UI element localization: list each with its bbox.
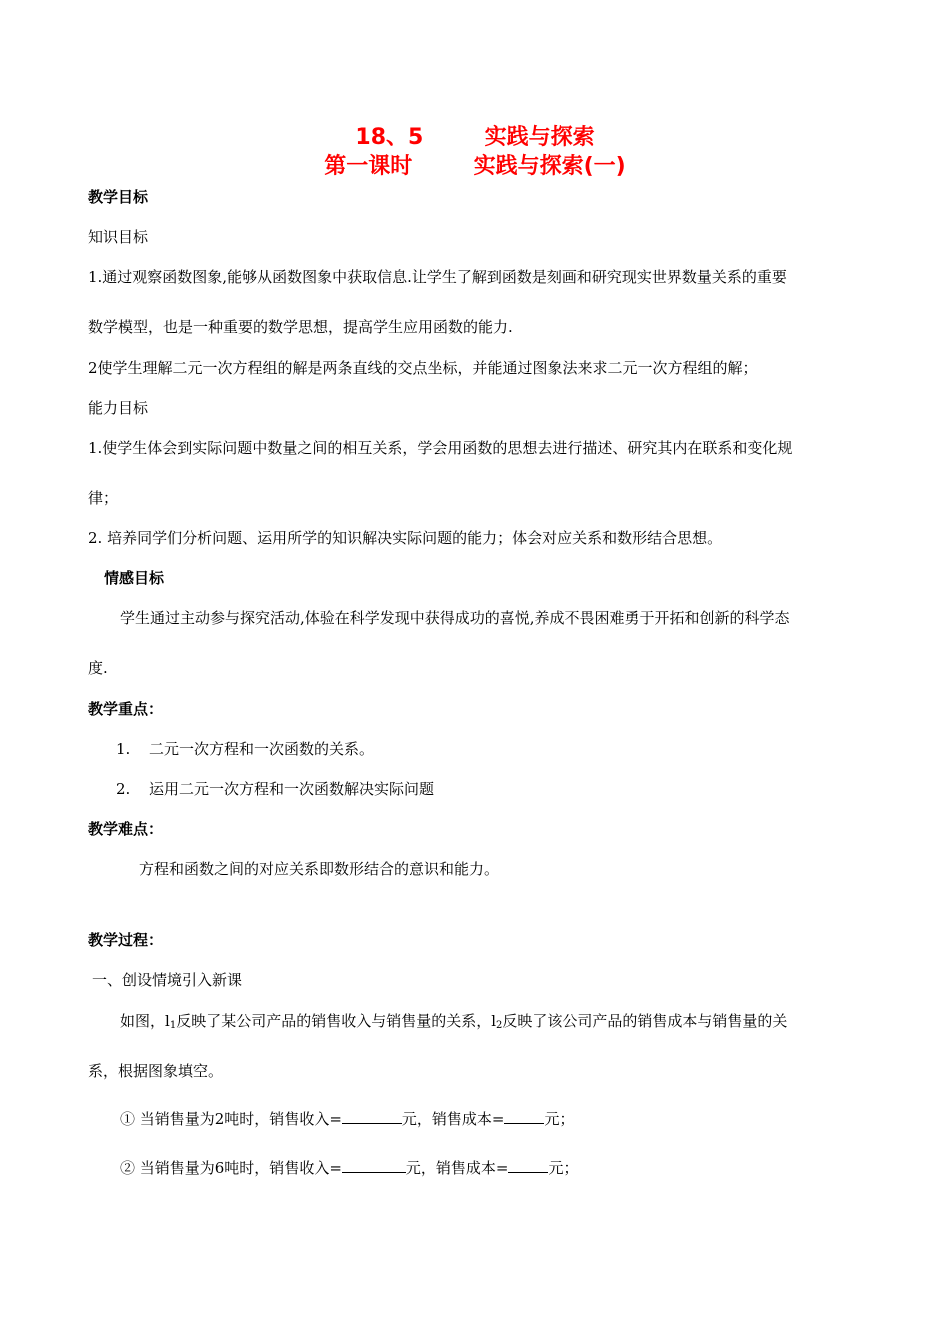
intro-text-a: 如图，l bbox=[120, 1012, 170, 1030]
process-section-1: 一、创设情境引入新课 bbox=[92, 971, 243, 989]
intro-text-c: 反映了该公司产品的销售成本与销售量的关 bbox=[502, 1012, 788, 1030]
question-1-text-a: ① 当销售量为2吨时，销售收入= bbox=[120, 1110, 342, 1128]
key-point-2-number: 2. bbox=[116, 780, 131, 798]
difficulty-heading: 教学难点： bbox=[88, 820, 164, 838]
ability-item-2: 2. 培养同学们分析问题、运用所学的知识解决实际问题的能力；体会对应关系和数形结合思想。 bbox=[88, 529, 723, 547]
knowledge-item-1-line-1: 1.通过观察函数图象,能够从函数图象中获取信息.让学生了解到函数是刻画和研究现实世界数量关系的重要 bbox=[88, 268, 787, 286]
ability-item-1-line-2: 律； bbox=[88, 489, 119, 507]
difficulty-text: 方程和函数之间的对应关系即数形结合的意识和能力。 bbox=[139, 860, 500, 878]
ability-objectives-heading: 能力目标 bbox=[88, 399, 149, 417]
emotion-objectives-heading: 情感目标 bbox=[104, 569, 165, 587]
emotion-item-line-1: 学生通过主动参与探究活动,体验在科学发现中获得成功的喜悦,养成不畏困难勇于开拓和创新的科学态 bbox=[120, 609, 790, 627]
question-1 bbox=[120, 1108, 574, 1130]
intro-paragraph-line-1 bbox=[120, 1010, 787, 1037]
question-1-blank-cost[interactable] bbox=[504, 1109, 544, 1124]
knowledge-objectives-heading: 知识目标 bbox=[88, 228, 149, 246]
question-2-blank-revenue[interactable] bbox=[342, 1158, 406, 1173]
key-point-1-text: 二元一次方程和一次函数的关系。 bbox=[149, 740, 375, 758]
knowledge-item-2: 2使学生理解二元一次方程组的解是两条直线的交点坐标，并能通过图象法来求二元一次方程组的解； bbox=[88, 359, 758, 377]
title-line-2: 第一课时 实践与探索(一) bbox=[324, 154, 626, 179]
question-2-text-b: 元，销售成本= bbox=[405, 1159, 509, 1177]
process-heading: 教学过程： bbox=[88, 931, 164, 949]
intro-paragraph-line-2: 系，根据图象填空。 bbox=[88, 1062, 224, 1080]
key-point-2-text: 运用二元一次方程和一次函数解决实际问题 bbox=[149, 780, 435, 798]
question-2-blank-cost[interactable] bbox=[508, 1158, 548, 1173]
teaching-objectives-heading: 教学目标 bbox=[88, 188, 149, 206]
question-1-text-c: 元； bbox=[544, 1110, 575, 1128]
intro-text-b: 反映了某公司产品的销售收入与销售量的关系，l bbox=[176, 1012, 496, 1030]
question-2 bbox=[120, 1157, 578, 1179]
l1-subscript: 1 bbox=[169, 1020, 177, 1031]
question-1-text-b: 元，销售成本= bbox=[401, 1110, 505, 1128]
emotion-item-line-2: 度. bbox=[88, 659, 108, 677]
knowledge-item-1-line-2: 数学模型，也是一种重要的数学思想，提高学生应用函数的能力. bbox=[88, 318, 513, 336]
question-2-text-a: ② 当销售量为6吨时，销售收入= bbox=[120, 1159, 342, 1177]
key-points-heading: 教学重点： bbox=[88, 700, 164, 718]
ability-item-1-line-1: 1.使学生体会到实际问题中数量之间的相互关系，学会用函数的思想去进行描述、研究其内在联系和变化规 bbox=[88, 439, 793, 457]
key-point-1-number: 1. bbox=[116, 740, 131, 758]
question-2-text-c: 元； bbox=[548, 1159, 579, 1177]
title-line-1: 18、5 实践与探索 bbox=[355, 125, 595, 150]
l2-subscript: 2 bbox=[496, 1020, 503, 1031]
question-1-blank-revenue[interactable] bbox=[342, 1109, 402, 1124]
